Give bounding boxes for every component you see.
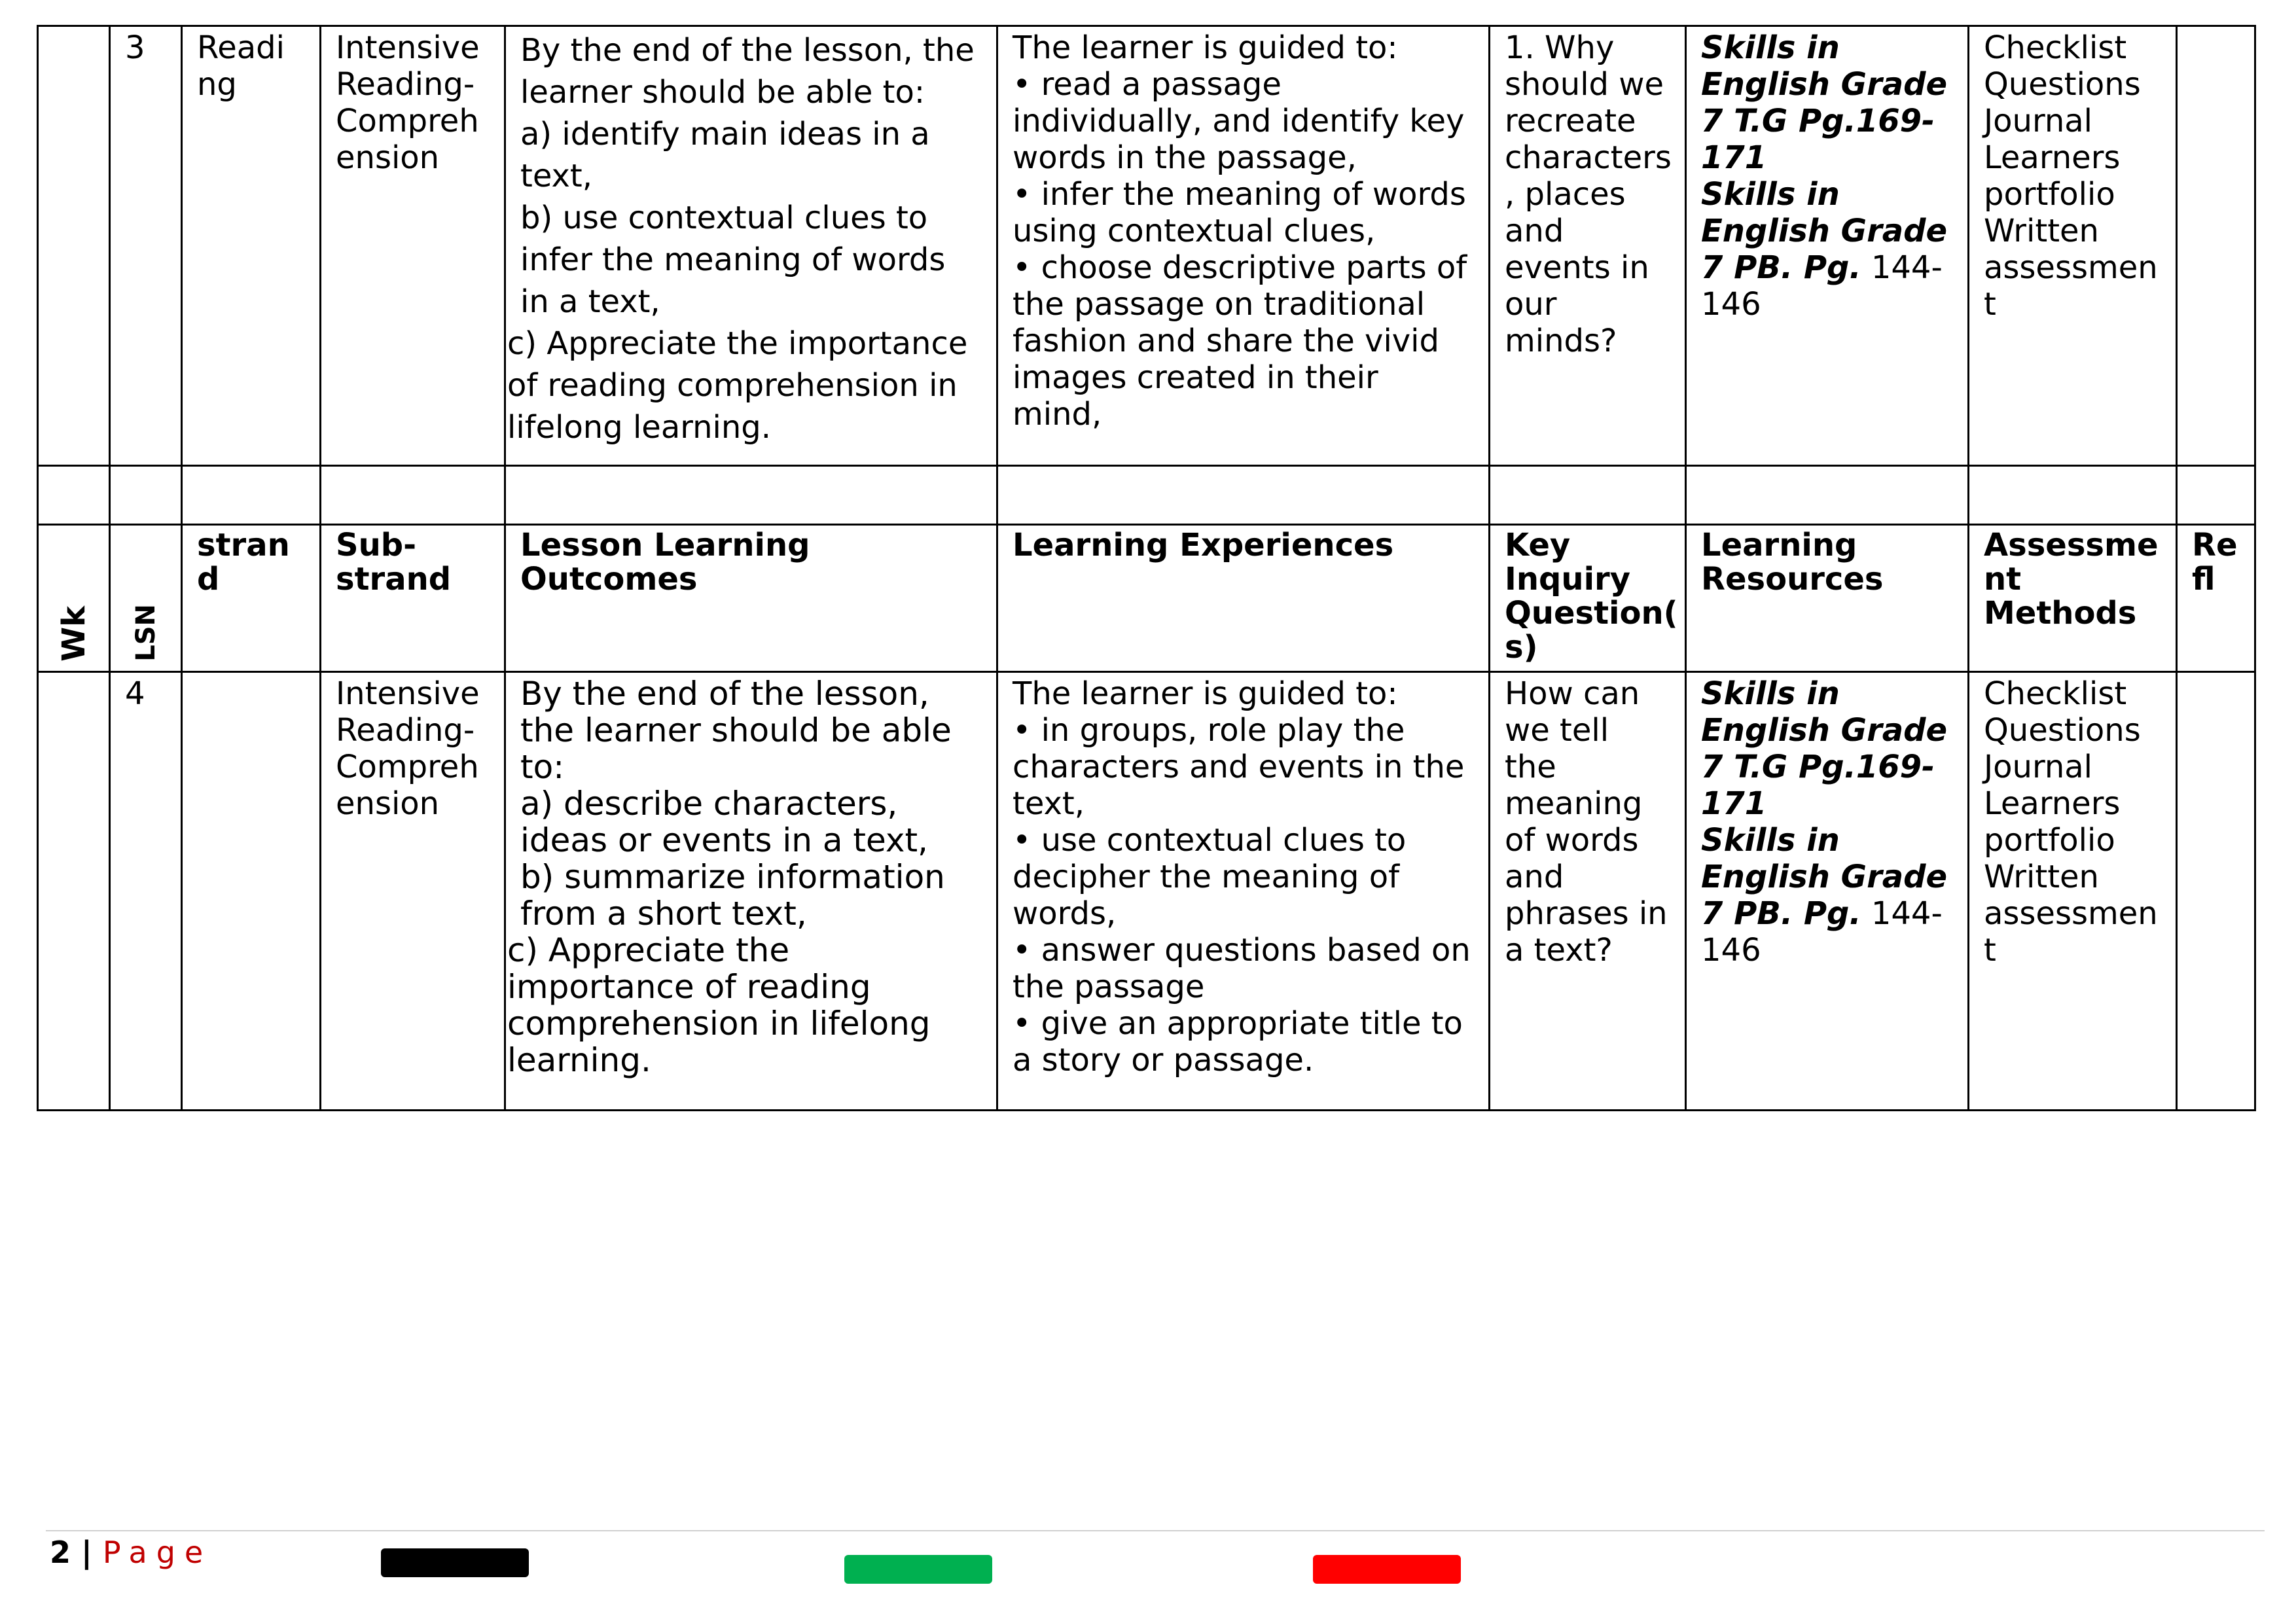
footer-divider (46, 1530, 2265, 1531)
inquiry-line: and (1505, 859, 1564, 895)
experience-line: • read a passage (1013, 66, 1282, 103)
experience-line: decipher the meaning of (1013, 859, 1400, 895)
inquiry-line: phrases in (1505, 895, 1668, 932)
outcome-line: infer the meaning of words (520, 241, 946, 278)
lesson-row-4 (38, 672, 2255, 1111)
lsn-cell (110, 672, 182, 1111)
sub-strand-text: Reading- (336, 712, 475, 749)
blank-cell (505, 466, 997, 525)
inquiry-line: our (1505, 286, 1557, 323)
blank-cell (38, 466, 110, 525)
experience-line: individually, and identify key (1013, 103, 1465, 139)
page-number: 2 (50, 1535, 71, 1570)
header-learning-outcomes (505, 525, 997, 672)
page-footer (50, 1534, 212, 1571)
blank-cell (182, 466, 321, 525)
outcome-line: c) Appreciate the importance (507, 325, 968, 362)
lsn-cell (110, 26, 182, 466)
resource-bold: 7 PB. Pg. (1701, 895, 1861, 932)
header-week (38, 525, 110, 672)
strand-text: Readi (197, 29, 285, 66)
learning-outcomes-cell (505, 672, 997, 1111)
assessment-line: assessmen (1984, 895, 2158, 932)
outcome-line: By the end of the lesson, the (520, 32, 975, 69)
resource-line: 171 (1701, 139, 1767, 176)
blank-cell (110, 466, 182, 525)
assessment-line: t (1984, 286, 1996, 323)
outcome-line: the learner should be able (520, 711, 952, 749)
lsn-value: 4 (125, 675, 145, 712)
header-sub-strand-text: strand (336, 561, 452, 597)
reflection-cell (2177, 26, 2255, 466)
header-row (38, 525, 2255, 672)
inquiry-line: characters (1505, 139, 1672, 176)
experience-line: text, (1013, 785, 1085, 822)
week-cell (38, 672, 110, 1111)
inquiry-line: meaning (1505, 785, 1643, 822)
strand-cell (182, 672, 321, 1111)
sub-strand-text: Intensive (336, 29, 480, 66)
resource-line: English Grade (1701, 859, 1948, 895)
header-reflection-text: fl (2192, 561, 2215, 597)
inquiry-line: a text? (1505, 932, 1613, 969)
blank-cell (2177, 466, 2255, 525)
sub-strand-text: Intensive (336, 675, 480, 712)
outcome-line: a) describe characters, (520, 785, 898, 823)
learning-resources-cell (1686, 26, 1969, 466)
resource-line: Skills in (1701, 29, 1840, 66)
header-reflection-text: Re (2192, 527, 2238, 563)
outcome-line: ideas or events in a text, (520, 821, 928, 859)
assessment-methods-cell (1969, 26, 2177, 466)
sub-strand-text: Reading- (336, 66, 475, 103)
experience-line: The learner is guided to: (1013, 29, 1398, 66)
outcome-line: b) summarize information (520, 858, 945, 896)
resource-line: 7 T.G Pg.169- (1701, 103, 1935, 139)
strand-text: ng (197, 66, 237, 103)
assessment-line: Written (1984, 859, 2099, 895)
resource-line: 171 (1701, 785, 1767, 822)
blank-cell (997, 466, 1490, 525)
header-learning-experiences (997, 525, 1490, 672)
learning-experiences-cell (997, 672, 1490, 1111)
outcome-line: a) identify main ideas in a (520, 116, 930, 152)
header-strand-text: d (197, 561, 220, 597)
inquiry-line: How can (1505, 675, 1640, 712)
assessment-line: Journal (1984, 749, 2093, 785)
outcome-line: to: (520, 748, 565, 786)
header-inquiry-text: Key (1505, 527, 1571, 563)
header-lsn (110, 525, 182, 672)
learning-experiences-cell (997, 26, 1490, 466)
experience-line: the passage (1013, 969, 1205, 1005)
experience-line: words, (1013, 895, 1117, 932)
assessment-line: portfolio (1984, 822, 2115, 859)
assessment-methods-cell (1969, 672, 2177, 1111)
black-stripe (381, 1548, 529, 1577)
sub-strand-cell (321, 26, 505, 466)
inquiry-line: of words (1505, 822, 1639, 859)
outcome-line: text, (520, 158, 592, 194)
assessment-line: t (1984, 932, 1996, 969)
red-stripe (1313, 1555, 1461, 1584)
header-experiences-text: Learning Experiences (1013, 527, 1394, 563)
assessment-line: assessmen (1984, 249, 2158, 286)
assessment-line: Learners (1984, 139, 2121, 176)
experience-line: • use contextual clues to (1013, 822, 1407, 859)
header-resources-text: Resources (1701, 561, 1884, 597)
sub-strand-text: Compreh (336, 749, 479, 785)
reflection-cell (2177, 672, 2255, 1111)
header-inquiry-text: Inquiry (1505, 561, 1630, 597)
header-assessment-text: nt (1984, 561, 2022, 597)
experience-line: a story or passage. (1013, 1042, 1314, 1079)
header-week-text: Wk (55, 606, 92, 662)
header-learning-resources (1686, 525, 1969, 672)
experience-line: the passage on traditional (1013, 286, 1426, 323)
outcome-line: in a text, (520, 283, 660, 320)
sub-strand-text: ension (336, 785, 440, 822)
header-strand-text: stran (197, 527, 290, 563)
resource-pages: 144- (1861, 895, 1943, 932)
experience-line: • choose descriptive parts of (1013, 249, 1467, 286)
experience-line: images created in their (1013, 359, 1378, 396)
page-separator: | (71, 1535, 103, 1570)
resource-line: 146 (1701, 932, 1761, 969)
header-inquiry-text: s) (1505, 629, 1538, 666)
inquiry-line: we tell the (1505, 712, 1609, 785)
resource-pages: 144- (1861, 249, 1943, 286)
assessment-line: Checklist (1984, 675, 2127, 712)
lesson-row-3 (38, 26, 2255, 466)
outcome-line: By the end of the lesson, (520, 675, 929, 713)
header-outcomes-text: Lesson Learning Outcomes (520, 527, 810, 597)
header-inquiry-text: Question( (1505, 595, 1678, 632)
header-sub-strand-text: Sub- (336, 527, 417, 563)
green-stripe (844, 1555, 992, 1584)
outcome-line: lifelong learning. (507, 409, 772, 446)
key-inquiry-cell (1490, 672, 1686, 1111)
blank-cell (1969, 466, 2177, 525)
inquiry-line: should we (1505, 66, 1664, 103)
assessment-line: Checklist (1984, 29, 2127, 66)
assessment-line: Questions (1984, 712, 2141, 749)
lsn-value: 3 (125, 29, 145, 66)
inquiry-line: recreate (1505, 103, 1636, 139)
sub-strand-cell (321, 672, 505, 1111)
experience-line: • answer questions based on (1013, 932, 1471, 969)
inquiry-line: minds? (1505, 323, 1617, 359)
resource-line: English Grade (1701, 66, 1948, 103)
header-assessment-text: Assessme (1984, 527, 2159, 563)
experience-line: using contextual clues, (1013, 213, 1376, 249)
header-assessment-text: Methods (1984, 595, 2137, 632)
resource-line: Skills in (1701, 675, 1840, 712)
experience-line: The learner is guided to: (1013, 675, 1398, 712)
experience-line: characters and events in the (1013, 749, 1465, 785)
outcome-line: c) Appreciate the (507, 931, 790, 969)
key-inquiry-cell (1490, 26, 1686, 466)
outcome-line: importance of reading (507, 968, 871, 1006)
week-cell (38, 26, 110, 466)
outcome-line: b) use contextual clues to (520, 200, 928, 236)
header-key-inquiry (1490, 525, 1686, 672)
blank-row (38, 466, 2255, 525)
assessment-line: Written (1984, 213, 2099, 249)
experience-line: • give an appropriate title to (1013, 1005, 1463, 1042)
assessment-line: Journal (1984, 103, 2093, 139)
assessment-line: Questions (1984, 66, 2141, 103)
blank-cell (321, 466, 505, 525)
experience-line: • in groups, role play the (1013, 712, 1405, 749)
inquiry-line: and (1505, 213, 1564, 249)
inquiry-line: 1. Why (1505, 29, 1615, 66)
inquiry-line: events in (1505, 249, 1649, 286)
experience-line: mind, (1013, 396, 1102, 433)
header-strand (182, 525, 321, 672)
resource-line: English Grade (1701, 213, 1948, 249)
outcome-line: comprehension in lifelong (507, 1005, 931, 1043)
inquiry-line: , places (1505, 176, 1626, 213)
header-reflection (2177, 525, 2255, 672)
resource-line (1701, 895, 1953, 932)
header-assessment-methods (1969, 525, 2177, 672)
experience-line: fashion and share the vivid (1013, 323, 1439, 359)
outcome-line: learner should be able to: (520, 74, 925, 111)
scheme-of-work-table (37, 25, 2256, 1111)
sub-strand-text: ension (336, 139, 440, 176)
outcome-line: from a short text, (520, 895, 807, 933)
page-word: Page (102, 1535, 213, 1570)
strand-cell (182, 26, 321, 466)
learning-resources-cell (1686, 672, 1969, 1111)
assessment-line: Learners (1984, 785, 2121, 822)
outcome-line: of reading comprehension in (507, 367, 958, 404)
resource-line: Skills in (1701, 822, 1840, 859)
header-lsn-text: LSN (130, 604, 161, 662)
assessment-line: portfolio (1984, 176, 2115, 213)
outcome-line: learning. (507, 1041, 651, 1079)
resource-bold: 7 PB. Pg. (1701, 249, 1861, 286)
resource-line: Skills in (1701, 176, 1840, 213)
header-resources-text: Learning (1701, 527, 1857, 563)
experience-line: words in the passage, (1013, 139, 1357, 176)
header-sub-strand (321, 525, 505, 672)
resource-line: 146 (1701, 286, 1761, 323)
sub-strand-text: Compreh (336, 103, 479, 139)
experience-line: • infer the meaning of words (1013, 176, 1466, 213)
blank-cell (1686, 466, 1969, 525)
blank-cell (1490, 466, 1686, 525)
resource-line: English Grade (1701, 712, 1948, 749)
learning-outcomes-cell (505, 26, 997, 466)
resource-line: 7 T.G Pg.169- (1701, 749, 1935, 785)
resource-line (1701, 249, 1953, 286)
